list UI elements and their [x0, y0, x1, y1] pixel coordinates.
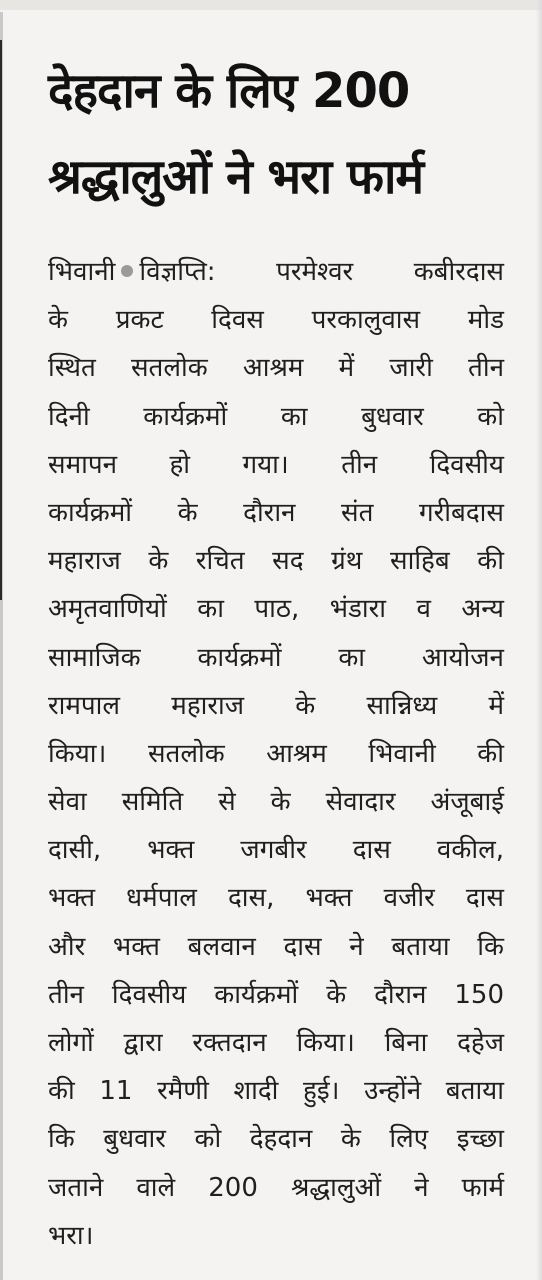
- news-article: [48, 48, 504, 1260]
- page-edge-shadow: [536, 0, 542, 1280]
- body-line-1: [48, 248, 504, 296]
- body-line: समापन हो गया। तीन दिवसीय: [48, 449, 504, 480]
- body-line: अमृतवाणियों का पाठ, भंडारा व अन्य: [48, 594, 504, 625]
- page-top-edge: [0, 0, 542, 10]
- body-line: महाराज के रचित सद ग्रंथ साहिब की: [48, 546, 504, 577]
- article-body: [48, 248, 504, 1260]
- body-line: दिनी कार्यक्रमों का बुधवार को: [48, 401, 504, 432]
- body-line: की 11 रमैणी शादी हुई। उन्होंने बताया: [48, 1076, 504, 1107]
- body-line: रामपाल महाराज के सान्निध्य में: [48, 690, 504, 721]
- dateline-source: विज्ञप्ति:: [139, 257, 216, 287]
- body-line-last: भरा।: [48, 1220, 94, 1251]
- body-line: दासी, भक्त जगबीर दास वकील,: [48, 835, 504, 866]
- headline-line-2: श्रद्धालुओं ने भरा फार्म: [48, 149, 424, 205]
- body-line: कि बुधवार को देहदान के लिए इच्छा: [48, 1124, 504, 1155]
- body-text: परमेश्वर कबीरदास: [276, 257, 505, 287]
- body-line: सामाजिक कार्यक्रमों का आयोजन: [48, 642, 504, 673]
- body-line: तीन दिवसीय कार्यक्रमों के दौरान 150: [48, 979, 504, 1010]
- body-line: जताने वाले 200 श्रद्धालुओं ने फार्म: [48, 1172, 504, 1203]
- body-line: किया। सतलोक आश्रम भिवानी की: [48, 738, 504, 769]
- body-line: स्थित सतलोक आश्रम में जारी तीन: [48, 353, 504, 384]
- headline: [48, 48, 504, 220]
- dateline-bullet-icon: [121, 265, 133, 277]
- column-rule-dark: [0, 40, 2, 600]
- body-line: लोगों द्वारा रक्तदान किया। बिना दहेज: [48, 1028, 504, 1058]
- body-line: भक्त धर्मपाल दास, भक्त वजीर दास: [48, 883, 504, 914]
- headline-line-1: देहदान के लिए 200: [48, 63, 410, 119]
- body-line: और भक्त बलवान दास ने बताया कि: [48, 931, 504, 962]
- body-line: के प्रकट दिवस परकालुवास मोड: [48, 305, 504, 336]
- body-line: कार्यक्रमों के दौरान संत गरीबदास: [48, 497, 504, 528]
- body-line: सेवा समिति से के सेवादार अंजूबाई: [48, 787, 504, 818]
- dateline-place: भिवानी: [48, 257, 116, 287]
